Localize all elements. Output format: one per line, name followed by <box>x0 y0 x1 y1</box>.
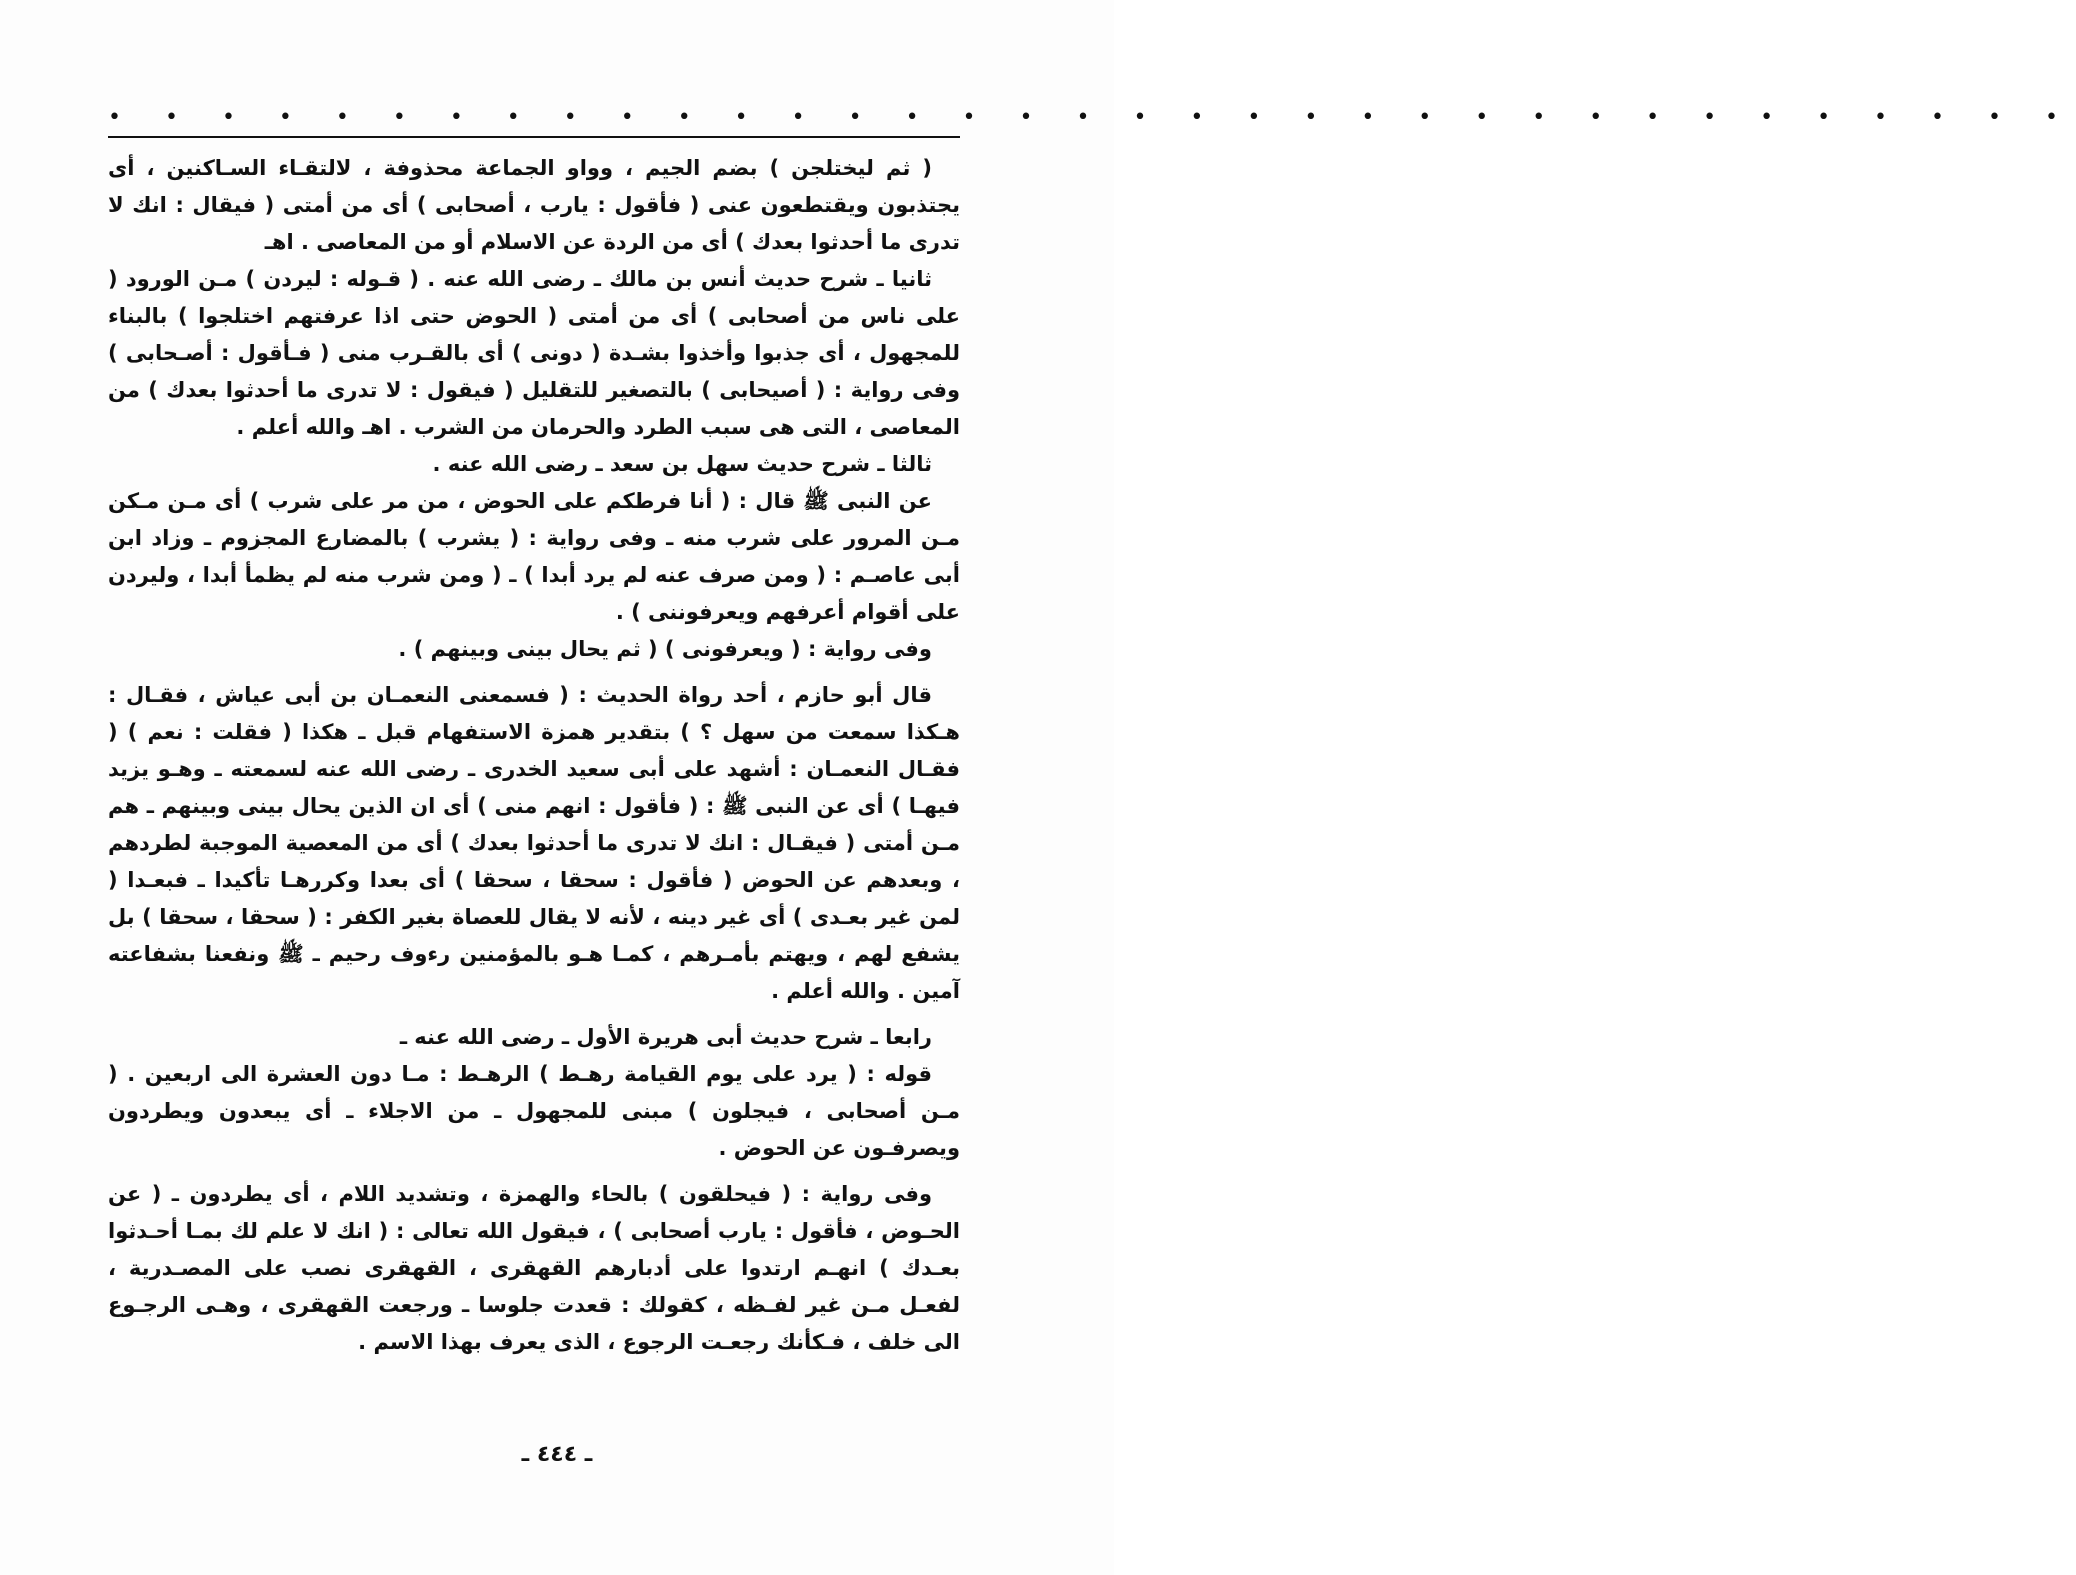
paragraph-8: قوله : ( يرد على يوم القيامة رهـط ) الرهـط : مـا دون العشرة الى اربعين . ( مـن أصحابى ، فيجلون ) مبنى للمجهول ـ من الاجلاء ـ أى يبعدون ويطردون ويصرفـون عن الحوض . <box>108 1062 960 1160</box>
body-text <box>108 150 960 1361</box>
paragraph-7: رابعا ـ شرح حديث أبى هريرة الأول ـ رضى الله عنه ـ <box>399 1025 932 1049</box>
paragraph-1: ( ثم ليختلجن ) بضم الجيم ، وواو الجماعة محذوفة ، لالتقـاء السـاكنين ، أى يجتذبون ويقتطعون عنى ( فأقول : يارب ، أصحابى ) أى من أمتى ( فيقال : انك لا تدرى ما أحدثوا بعدك ) أى من الردة عن الاسلام أو من المعاصى . اهـ <box>108 156 960 254</box>
paragraph-9: وفى رواية : ( فيحلقون ) بالحاء والهمزة ، وتشديد اللام ، أى يطردون ـ ( عن الحـوض ، فأقول : يارب أصحابى ) ، فيقول الله تعالى : ( انك لا علم لك بمـا أحـدثوا بعـدك ) انهـم ارتدوا على أدبارهم القهقرى ، القهقرى نصب على المصـدرية ، لفعـل مـن غير لفـظه ، كقولك : قعدت جلوسا ـ ورجعت القهقرى ، وهـى الرجـوع الى خلف ، فـكأنك رجعـت الرجوع ، الذى يعرف بهذا الاسم . <box>108 1182 960 1354</box>
paragraph-6: قال أبو حازم ، أحد رواة الحديث : ( فسمعنى النعمـان بن أبى عياش ، فقـال : هـكذا سمعت من سهل ؟ ) بتقدير همزة الاستفهام قبل ـ هكذا ( فقلت : نعم ) ( فقـال النعمـان : أشهد على أبى سعيد الخدرى ـ رضى الله عنه لسمعته ـ وهـو يزيد فيهـا ) أى عن النبى ﷺ : ( فأقول : انهم منى ) أى ان الذين يحال بينى وبينهم ـ هم مـن أمتى ( فيقـال : انك لا تدرى ما أحدثوا بعدك ) أى من المعصية الموجبة لطردهم ، وبعدهم عن الحوض ( فأقول : سحقا ، سحقا ) أى بعدا وكررهـا تأكيدا ـ فبعـدا ( لمن غير بعـدى ) أى غير دينه ، لأنه لا يقال للعصاة بغير الكفر : ( سحقا ، سحقا ) بل يشفع لهم ، ويهتم بأمـرهم ، كمـا هـو بالمؤمنين رءوف رحيم ـ ﷺ ونفعنا بشفاعته آمين . والله أعلم . <box>108 683 960 1003</box>
paragraph-4: عن النبى ﷺ قال : ( أنا فرطكم على الحوض ، من مر على شرب ) أى مـن مـكن مـن المرور على شرب منه ـ وفى رواية : ( يشرب ) بالمضارع المجزوم ـ وزاد ابن أبى عاصـم : ( ومن صرف عنه لم يرد أبدا ) ـ ( ومن شرب منه لم يظمأ أبدا ، وليردن على أقوام أعرفهم ويعرفوننى ) . <box>108 489 960 624</box>
paragraph-3: ثالثا ـ شرح حديث سهل بن سعد ـ رضى الله عنه . <box>432 452 932 476</box>
paragraph-5: وفى رواية : ( ويعرفونى ) ( ثم يحال بينى وبينهم ) . <box>398 637 932 661</box>
page-number: ـ ٤٤٤ ـ <box>521 1442 593 1467</box>
header-rule <box>108 136 960 138</box>
paragraph-2: ثانيا ـ شرح حديث أنس بن مالك ـ رضى الله عنه . ( قـوله : ليردن ) مـن الورود ( على ناس من أصحابى ) أى من أمتى ( الحوض حتى اذا عرفتهم اختلجوا ) بالبناء للمجهول ، أى جذبوا وأخذوا بشـدة ( دونى ) أى بالقـرب منى ( فـأقول : أصـحابى ) وفى رواية : ( أصيحابى ) بالتصغير للتقليل ( فيقول : لا تدرى ما أحدثوا بعدك ) من المعاصى ، التى هى سبب الطرد والحرمان من الشرب . اهـ والله أعلم . <box>108 267 960 439</box>
header-dot-row: • • • • • • • • • • • • • • • • • • • • • • • • • • • • • • • • • • • <box>108 105 2076 130</box>
